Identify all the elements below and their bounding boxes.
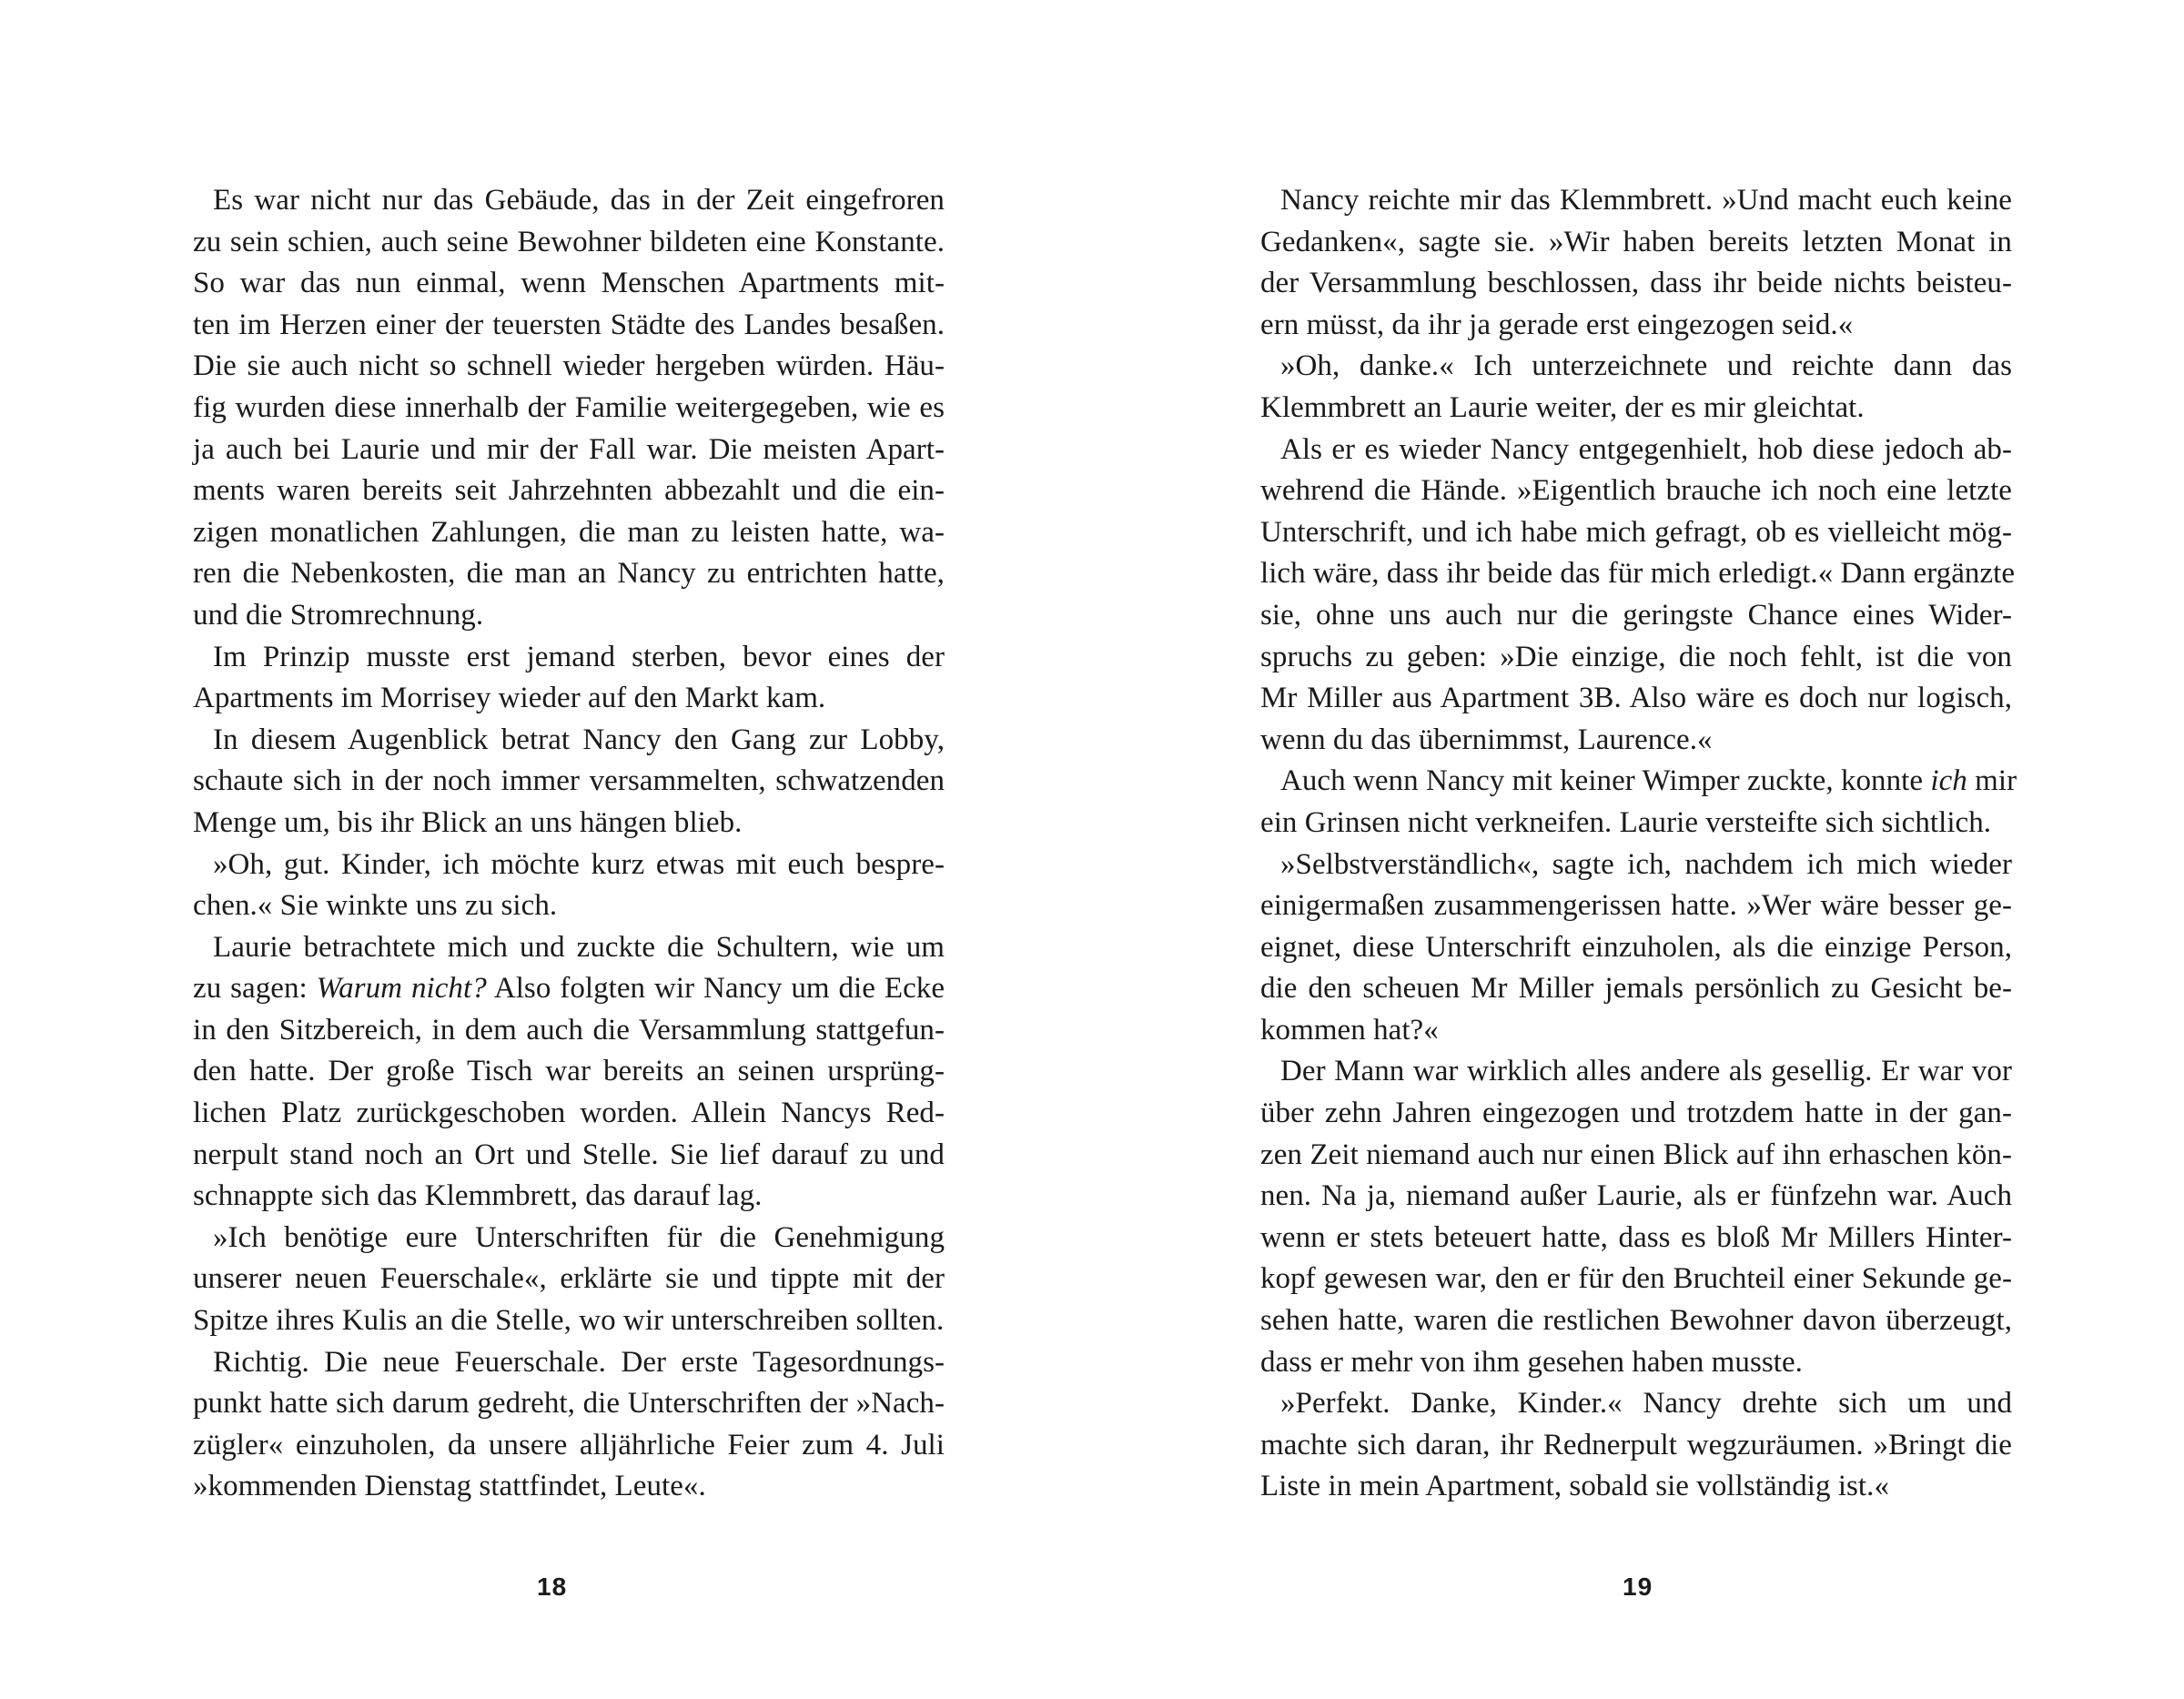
text-line	[193, 553, 945, 595]
text-run: Die sie auch nicht so schnell wieder hergeben würden. Häu-	[193, 349, 945, 383]
text-line	[193, 305, 945, 347]
right-page	[1092, 0, 2184, 1699]
text-line	[1260, 263, 2012, 305]
text-run: spruchs zu geben: »Die einzige, die noch fehlt, ist die von	[1260, 640, 2012, 673]
text-line	[1260, 1383, 2012, 1425]
text-line	[193, 927, 945, 969]
text-line	[193, 1342, 945, 1384]
text-run: kopf gewesen war, den er für den Bruchteil einer Sekunde ge-	[1260, 1262, 2012, 1296]
text-line	[193, 1010, 945, 1052]
text-run: zu sagen:	[193, 972, 317, 1006]
text-run: Im Prinzip musste erst jemand sterben, bevor eines der	[213, 640, 945, 673]
text-line	[1260, 968, 2012, 1010]
text-line	[193, 430, 945, 471]
text-line	[1260, 1342, 2012, 1384]
text-run: punkt hatte sich darum gedreht, die Unterschriften der »Nach-	[193, 1387, 945, 1421]
text-line	[193, 1093, 945, 1135]
text-run: »Oh, gut. Kinder, ich möchte kurz etwas mit euch bespre-	[213, 847, 945, 881]
text-run: schaute sich in der noch immer versammelten, schwatzenden	[193, 764, 945, 798]
text-run: »Ich benötige eure Unterschriften für die Genehmigung	[213, 1220, 945, 1254]
text-line	[193, 1218, 945, 1259]
page-number-left: 18	[537, 1573, 568, 1601]
text-line	[1260, 637, 2012, 679]
text-line	[1260, 803, 2012, 844]
text-run: zigen monatlichen Zahlungen, die man zu leisten hatte, wa-	[193, 515, 945, 549]
text-run: Als er es wieder Nancy entgegenhielt, hob diese jedoch ab-	[1280, 432, 2012, 466]
text-run: Es war nicht nur das Gebäude, das in der Zeit eingefroren	[213, 184, 945, 217]
right-page-text	[1260, 180, 2017, 1508]
text-line	[1260, 305, 2012, 347]
text-line	[1260, 595, 2012, 637]
text-line	[1260, 388, 2012, 430]
text-run: über zehn Jahren eingezogen und trotzdem hatte in der gan-	[1260, 1097, 2012, 1130]
text-line	[193, 595, 945, 637]
text-line	[1260, 1218, 2012, 1259]
text-line	[1260, 222, 2012, 264]
text-run: die den scheuen Mr Miller jemals persönlich zu Gesicht be-	[1260, 972, 2012, 1006]
text-run: ten im Herzen einer der teuersten Städte des Landes besaßen.	[193, 308, 945, 341]
text-line	[193, 761, 945, 803]
text-line	[193, 263, 945, 305]
text-line	[1260, 1010, 2012, 1052]
text-line	[193, 512, 945, 554]
text-line	[193, 1300, 945, 1342]
text-run: und die Stromrechnung.	[193, 598, 484, 632]
text-run: Liste in mein Apartment, sobald sie vollständig ist.«	[1260, 1470, 1889, 1503]
text-line	[193, 1135, 945, 1177]
text-run: Richtig. Die neue Feuerschale. Der erste Tagesordnungs-	[213, 1345, 945, 1379]
text-run: »kommenden Dienstag stattfindet, Leute«.	[193, 1470, 706, 1503]
text-run: »Oh, danke.« Ich unterzeichnete und reichte dann das	[1280, 349, 2012, 383]
text-run: wehrend die Hände. »Eigentlich brauche ich noch eine letzte	[1260, 474, 2012, 508]
text-run: schnappte sich das Klemmbrett, das darauf lag.	[193, 1179, 763, 1213]
text-run: Laurie betrachtete mich und zuckte die Schultern, wie um	[213, 930, 945, 964]
text-line	[1260, 1466, 2012, 1508]
italic-text: ich	[1930, 764, 1967, 798]
text-line	[193, 470, 945, 512]
text-run: ments waren bereits seit Jahrzehnten abbezahlt und die ein-	[193, 474, 945, 508]
text-run: den hatte. Der große Tisch war bereits an seinen ursprüng-	[193, 1055, 945, 1088]
left-page-text	[193, 180, 945, 1508]
text-line	[193, 1259, 945, 1300]
text-run: »Perfekt. Danke, Kinder.« Nancy drehte sich um und	[1280, 1387, 2012, 1421]
text-line	[193, 180, 945, 222]
text-line	[1260, 346, 2012, 388]
text-line	[1260, 1135, 2012, 1177]
text-line	[1260, 678, 2012, 720]
text-line	[193, 1466, 945, 1508]
text-line	[1260, 1300, 2012, 1342]
text-run: Der Mann war wirklich alles andere als gesellig. Er war vor	[1280, 1055, 2012, 1088]
text-run: wenn du das übernimmst, Laurence.«	[1260, 723, 1713, 756]
text-line	[193, 1425, 945, 1467]
text-run: ern müsst, da ihr ja gerade erst eingezogen seid.«	[1260, 308, 1854, 341]
text-run: der Versammlung beschlossen, dass ihr beide nichts beisteu-	[1260, 267, 2012, 300]
text-line	[1260, 927, 2012, 969]
text-run: lich wäre, dass ihr beide das für mich erledigt.« Dann ergänzte	[1260, 557, 2016, 591]
text-line	[193, 1176, 945, 1218]
text-run: eignet, diese Unterschrift einzuholen, als die einzige Person,	[1260, 930, 2012, 964]
text-line	[193, 222, 945, 264]
text-run: Auch wenn Nancy mit keiner Wimper zuckte, konnte	[1280, 764, 1931, 798]
text-run: ja auch bei Laurie und mir der Fall war. Die meisten Apart-	[193, 432, 945, 466]
text-run: lichen Platz zurückgeschoben worden. Allein Nancys Red-	[193, 1097, 945, 1130]
text-line	[193, 968, 945, 1010]
text-run: Also folgten wir Nancy um die Ecke	[486, 972, 945, 1006]
text-run: in den Sitzbereich, in dem auch die Versammlung stattgefun-	[193, 1013, 945, 1047]
text-run: nerpult stand noch an Ort und Stelle. Sie lief darauf zu und	[193, 1138, 945, 1171]
text-run: Apartments im Morrisey wieder auf den Markt kam.	[193, 682, 826, 715]
text-run: unserer neuen Feuerschale«, erklärte sie und tippte mit der	[193, 1262, 945, 1296]
text-run: dass er mehr von ihm gesehen haben musste.	[1260, 1345, 1803, 1379]
text-run: Gedanken«, sagte sie. »Wir haben bereits letzten Monat in	[1260, 225, 2012, 258]
text-line	[193, 1383, 945, 1425]
text-line	[193, 678, 945, 720]
text-run: Menge um, bis ihr Blick an uns hängen blieb.	[193, 805, 743, 839]
text-run: ren die Nebenkosten, die man an Nancy zu entrichten hatte,	[193, 557, 945, 591]
text-line	[1260, 553, 2016, 595]
text-line	[193, 885, 945, 927]
text-line	[1260, 1051, 2012, 1093]
text-line	[1260, 1093, 2012, 1135]
text-run: sie, ohne uns auch nur die geringste Chance eines Wider-	[1260, 598, 2012, 632]
text-line	[193, 1051, 945, 1093]
text-run: mir	[1967, 764, 2017, 798]
text-run: Nancy reichte mir das Klemmbrett. »Und macht euch keine	[1280, 184, 2012, 217]
text-line	[1260, 761, 2017, 803]
page-number-right: 19	[1623, 1573, 1653, 1601]
text-line	[1260, 1176, 2012, 1218]
text-line	[1260, 1259, 2012, 1300]
text-line	[193, 388, 945, 430]
text-run: Mr Miller aus Apartment 3B. Also wäre es doch nur logisch,	[1260, 682, 2012, 715]
text-run: »Selbstverständlich«, sagte ich, nachdem ich mich wieder	[1280, 847, 2012, 881]
text-run: machte sich daran, ihr Rednerpult wegzuräumen. »Bringt die	[1260, 1428, 2012, 1461]
text-line	[1260, 720, 2012, 762]
text-run: ein Grinsen nicht verkneifen. Laurie versteifte sich sichtlich.	[1260, 805, 1992, 839]
text-run: So war das nun einmal, wenn Menschen Apartments mit-	[193, 267, 945, 300]
text-run: kommen hat?«	[1260, 1013, 1439, 1047]
text-line	[1260, 430, 2012, 471]
text-run: Spitze ihres Kulis an die Stelle, wo wir unterschreiben sollten.	[193, 1304, 945, 1338]
text-line	[193, 637, 945, 679]
text-line	[193, 346, 945, 388]
text-run: wenn er stets beteuert hatte, dass es bloß Mr Millers Hinter-	[1260, 1220, 2012, 1254]
text-line	[1260, 470, 2012, 512]
text-line	[1260, 885, 2012, 927]
text-line	[1260, 180, 2012, 222]
text-run: In diesem Augenblick betrat Nancy den Gang zur Lobby,	[213, 723, 945, 756]
text-line	[193, 720, 945, 762]
text-run: chen.« Sie winkte uns zu sich.	[193, 889, 558, 923]
text-run: Unterschrift, und ich habe mich gefragt, ob es vielleicht mög-	[1260, 515, 2012, 549]
text-line	[1260, 844, 2012, 886]
italic-text: Warum nicht?	[316, 972, 487, 1006]
text-run: sehen hatte, waren die restlichen Bewohner davon überzeugt,	[1260, 1304, 2012, 1338]
text-run: Klemmbrett an Laurie weiter, der es mir gleichtat.	[1260, 390, 1865, 424]
text-run: einigermaßen zusammengerissen hatte. »Wer wäre besser ge-	[1260, 889, 2012, 923]
text-line	[193, 803, 945, 844]
text-run: zügler« einzuholen, da unsere alljährliche Feier zum 4. Juli	[193, 1428, 945, 1461]
text-line	[1260, 1425, 2012, 1467]
text-run: fig wurden diese innerhalb der Familie weitergegeben, wie es	[193, 390, 945, 424]
text-run: nen. Na ja, niemand außer Laurie, als er fünfzehn war. Auch	[1260, 1179, 2012, 1213]
text-run: zu sein schien, auch seine Bewohner bildeten eine Konstante.	[193, 225, 945, 258]
text-line	[193, 844, 945, 886]
text-line	[1260, 512, 2012, 554]
text-run: zen Zeit niemand auch nur einen Blick auf ihn erhaschen kön-	[1260, 1138, 2012, 1171]
